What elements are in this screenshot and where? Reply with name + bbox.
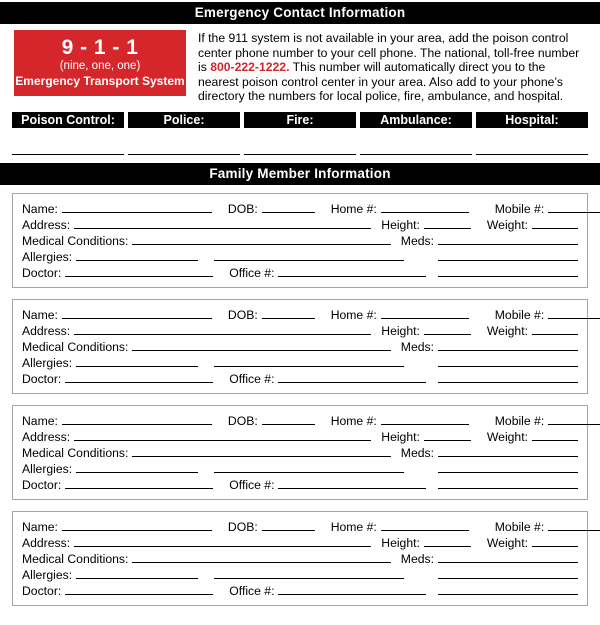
label-meds: Meds:	[400, 233, 434, 248]
label-name: Name:	[22, 413, 58, 428]
label-office-number: Office #:	[229, 371, 275, 386]
label-home-number: Home #:	[330, 519, 377, 534]
input-office-number[interactable]	[278, 371, 426, 383]
label-allergies: Allergies:	[22, 461, 73, 476]
contact-write-in-line-police[interactable]	[128, 154, 240, 155]
emergency-transport-system-label: Emergency Transport System	[15, 74, 185, 88]
input-name[interactable]	[62, 413, 212, 425]
label-height: Height:	[381, 217, 420, 232]
input-meds[interactable]	[438, 551, 578, 563]
input-name[interactable]	[62, 307, 212, 319]
input-allergies-2[interactable]	[214, 355, 404, 367]
family-member-block-4	[12, 511, 588, 606]
row-doctor-office	[22, 265, 578, 281]
family-member-block-2	[12, 299, 588, 394]
family-member-block-1	[12, 193, 588, 288]
label-weight: Weight:	[486, 217, 528, 232]
row-allergies	[22, 249, 578, 265]
label-doctor: Doctor:	[22, 265, 62, 280]
label-meds: Meds:	[400, 339, 434, 354]
input-medical-conditions[interactable]	[132, 445, 390, 457]
input-weight[interactable]	[532, 429, 578, 441]
input-address[interactable]	[74, 217, 371, 229]
label-dob: DOB:	[227, 519, 258, 534]
input-name[interactable]	[62, 201, 212, 213]
input-weight[interactable]	[532, 217, 578, 229]
input-meds[interactable]	[438, 339, 578, 351]
label-height: Height:	[381, 535, 420, 550]
label-dob: DOB:	[227, 201, 258, 216]
row-address-height-weight	[22, 217, 578, 233]
input-doctor[interactable]	[65, 583, 213, 595]
contact-write-in-line-ambulance[interactable]	[360, 154, 472, 155]
input-doctor-extra[interactable]	[438, 583, 578, 595]
input-meds[interactable]	[438, 445, 578, 457]
input-allergies-1[interactable]	[76, 355, 198, 367]
input-allergies-2[interactable]	[214, 567, 404, 579]
input-doctor-extra[interactable]	[438, 477, 578, 489]
row-doctor-office	[22, 477, 578, 493]
contact-cell-fire	[244, 112, 356, 155]
label-mobile-number: Mobile #:	[494, 307, 545, 322]
label-doctor: Doctor:	[22, 583, 62, 598]
contact-label-hospital: Hospital:	[476, 112, 588, 128]
family-member-block-3	[12, 405, 588, 500]
label-dob: DOB:	[227, 307, 258, 322]
input-home-number[interactable]	[381, 519, 469, 531]
label-medical-conditions: Medical Conditions:	[22, 339, 129, 354]
row-address-height-weight	[22, 429, 578, 445]
input-home-number[interactable]	[381, 413, 469, 425]
input-address[interactable]	[74, 429, 371, 441]
contact-write-in-line-hospital[interactable]	[476, 154, 588, 155]
row-doctor-office	[22, 371, 578, 387]
input-height[interactable]	[424, 429, 471, 441]
label-mobile-number: Mobile #:	[494, 201, 545, 216]
contact-cell-police	[128, 112, 240, 155]
label-height: Height:	[381, 323, 420, 338]
input-weight[interactable]	[532, 535, 578, 547]
label-address: Address:	[22, 217, 71, 232]
input-office-number[interactable]	[278, 477, 426, 489]
input-doctor-extra[interactable]	[438, 265, 578, 277]
input-mobile-number[interactable]	[548, 307, 600, 319]
input-height[interactable]	[424, 535, 471, 547]
label-doctor: Doctor:	[22, 477, 62, 492]
row-name-dob-phones	[22, 307, 578, 323]
emergency-contact-section-header: Emergency Contact Information	[0, 2, 600, 24]
label-height: Height:	[381, 429, 420, 444]
contact-label-police: Police:	[128, 112, 240, 128]
row-address-height-weight	[22, 323, 578, 339]
input-address[interactable]	[74, 323, 371, 335]
contact-write-in-line-fire[interactable]	[244, 154, 356, 155]
label-doctor: Doctor:	[22, 371, 62, 386]
input-name[interactable]	[62, 519, 212, 531]
paragraph-text-part-2: This number will automatically direct you to the nearest poison control center in your area. Also add to your phone’s directory the numbers for local police, fire, ambulance, and hospital.	[198, 60, 564, 104]
input-allergies-1[interactable]	[76, 249, 198, 261]
label-mobile-number: Mobile #:	[494, 519, 545, 534]
label-home-number: Home #:	[330, 307, 377, 322]
input-allergies-2[interactable]	[214, 249, 404, 261]
input-allergies-3[interactable]	[438, 461, 578, 473]
label-medical-conditions: Medical Conditions:	[22, 445, 129, 460]
emergency-intro-row	[0, 24, 600, 104]
contact-write-in-line-poison-control[interactable]	[12, 154, 124, 155]
input-medical-conditions[interactable]	[132, 339, 390, 351]
row-allergies	[22, 567, 578, 583]
nine-one-one-badge	[14, 30, 186, 96]
label-meds: Meds:	[400, 551, 434, 566]
label-name: Name:	[22, 519, 58, 534]
label-name: Name:	[22, 201, 58, 216]
input-weight[interactable]	[532, 323, 578, 335]
label-allergies: Allergies:	[22, 355, 73, 370]
label-weight: Weight:	[486, 535, 528, 550]
input-doctor[interactable]	[65, 371, 213, 383]
input-dob[interactable]	[262, 307, 315, 319]
row-medical-conditions-meds	[22, 445, 578, 461]
contact-cell-hospital	[476, 112, 588, 155]
label-allergies: Allergies:	[22, 249, 73, 264]
label-name: Name:	[22, 307, 58, 322]
row-medical-conditions-meds	[22, 339, 578, 355]
contact-cell-ambulance	[360, 112, 472, 155]
nine-one-one-spelled: (nine, one, one)	[59, 60, 141, 72]
input-doctor-extra[interactable]	[438, 371, 578, 383]
row-address-height-weight	[22, 535, 578, 551]
label-meds: Meds:	[400, 445, 434, 460]
input-allergies-3[interactable]	[438, 249, 578, 261]
row-medical-conditions-meds	[22, 233, 578, 249]
input-doctor[interactable]	[65, 477, 213, 489]
family-member-section-header: Family Member Information	[0, 163, 600, 185]
row-medical-conditions-meds	[22, 551, 578, 567]
paragraph-text-part-1: If the 911 system is not available in your area, add the poison control center phone number to your cell phone. The national, toll-free number is	[198, 31, 580, 75]
input-doctor[interactable]	[65, 265, 213, 277]
input-office-number[interactable]	[278, 583, 426, 595]
emergency-contacts-row	[0, 104, 600, 155]
label-home-number: Home #:	[330, 201, 377, 216]
contact-label-poison-control: Poison Control:	[12, 112, 124, 128]
input-allergies-3[interactable]	[438, 355, 578, 367]
input-office-number[interactable]	[278, 265, 426, 277]
label-weight: Weight:	[486, 323, 528, 338]
label-address: Address:	[22, 323, 71, 338]
label-home-number: Home #:	[330, 413, 377, 428]
input-dob[interactable]	[262, 413, 315, 425]
label-office-number: Office #:	[229, 583, 275, 598]
input-dob[interactable]	[262, 519, 315, 531]
row-name-dob-phones	[22, 519, 578, 535]
family-member-blocks	[0, 193, 600, 606]
input-home-number[interactable]	[381, 307, 469, 319]
row-doctor-office	[22, 583, 578, 599]
input-allergies-1[interactable]	[76, 461, 198, 473]
label-medical-conditions: Medical Conditions:	[22, 551, 129, 566]
label-mobile-number: Mobile #:	[494, 413, 545, 428]
input-home-number[interactable]	[381, 201, 469, 213]
label-office-number: Office #:	[229, 265, 275, 280]
label-allergies: Allergies:	[22, 567, 73, 582]
input-height[interactable]	[424, 217, 471, 229]
input-medical-conditions[interactable]	[132, 551, 390, 563]
input-allergies-3[interactable]	[438, 567, 578, 579]
input-meds[interactable]	[438, 233, 578, 245]
input-allergies-1[interactable]	[76, 567, 198, 579]
label-address: Address:	[22, 535, 71, 550]
row-allergies	[22, 461, 578, 477]
input-mobile-number[interactable]	[548, 413, 600, 425]
poison-control-paragraph	[186, 30, 588, 104]
label-weight: Weight:	[486, 429, 528, 444]
input-height[interactable]	[424, 323, 471, 335]
input-mobile-number[interactable]	[548, 519, 600, 531]
input-medical-conditions[interactable]	[132, 233, 390, 245]
poison-control-phone-number: 800-222-1222.	[210, 60, 290, 75]
input-dob[interactable]	[262, 201, 315, 213]
label-address: Address:	[22, 429, 71, 444]
input-mobile-number[interactable]	[548, 201, 600, 213]
input-address[interactable]	[74, 535, 371, 547]
contact-label-fire: Fire:	[244, 112, 356, 128]
label-medical-conditions: Medical Conditions:	[22, 233, 129, 248]
input-allergies-2[interactable]	[214, 461, 404, 473]
row-name-dob-phones	[22, 201, 578, 217]
label-office-number: Office #:	[229, 477, 275, 492]
label-dob: DOB:	[227, 413, 258, 428]
row-allergies	[22, 355, 578, 371]
contact-label-ambulance: Ambulance:	[360, 112, 472, 128]
contact-cell-poison-control	[12, 112, 124, 155]
nine-one-one-number: 9 - 1 - 1	[61, 36, 139, 59]
row-name-dob-phones	[22, 413, 578, 429]
